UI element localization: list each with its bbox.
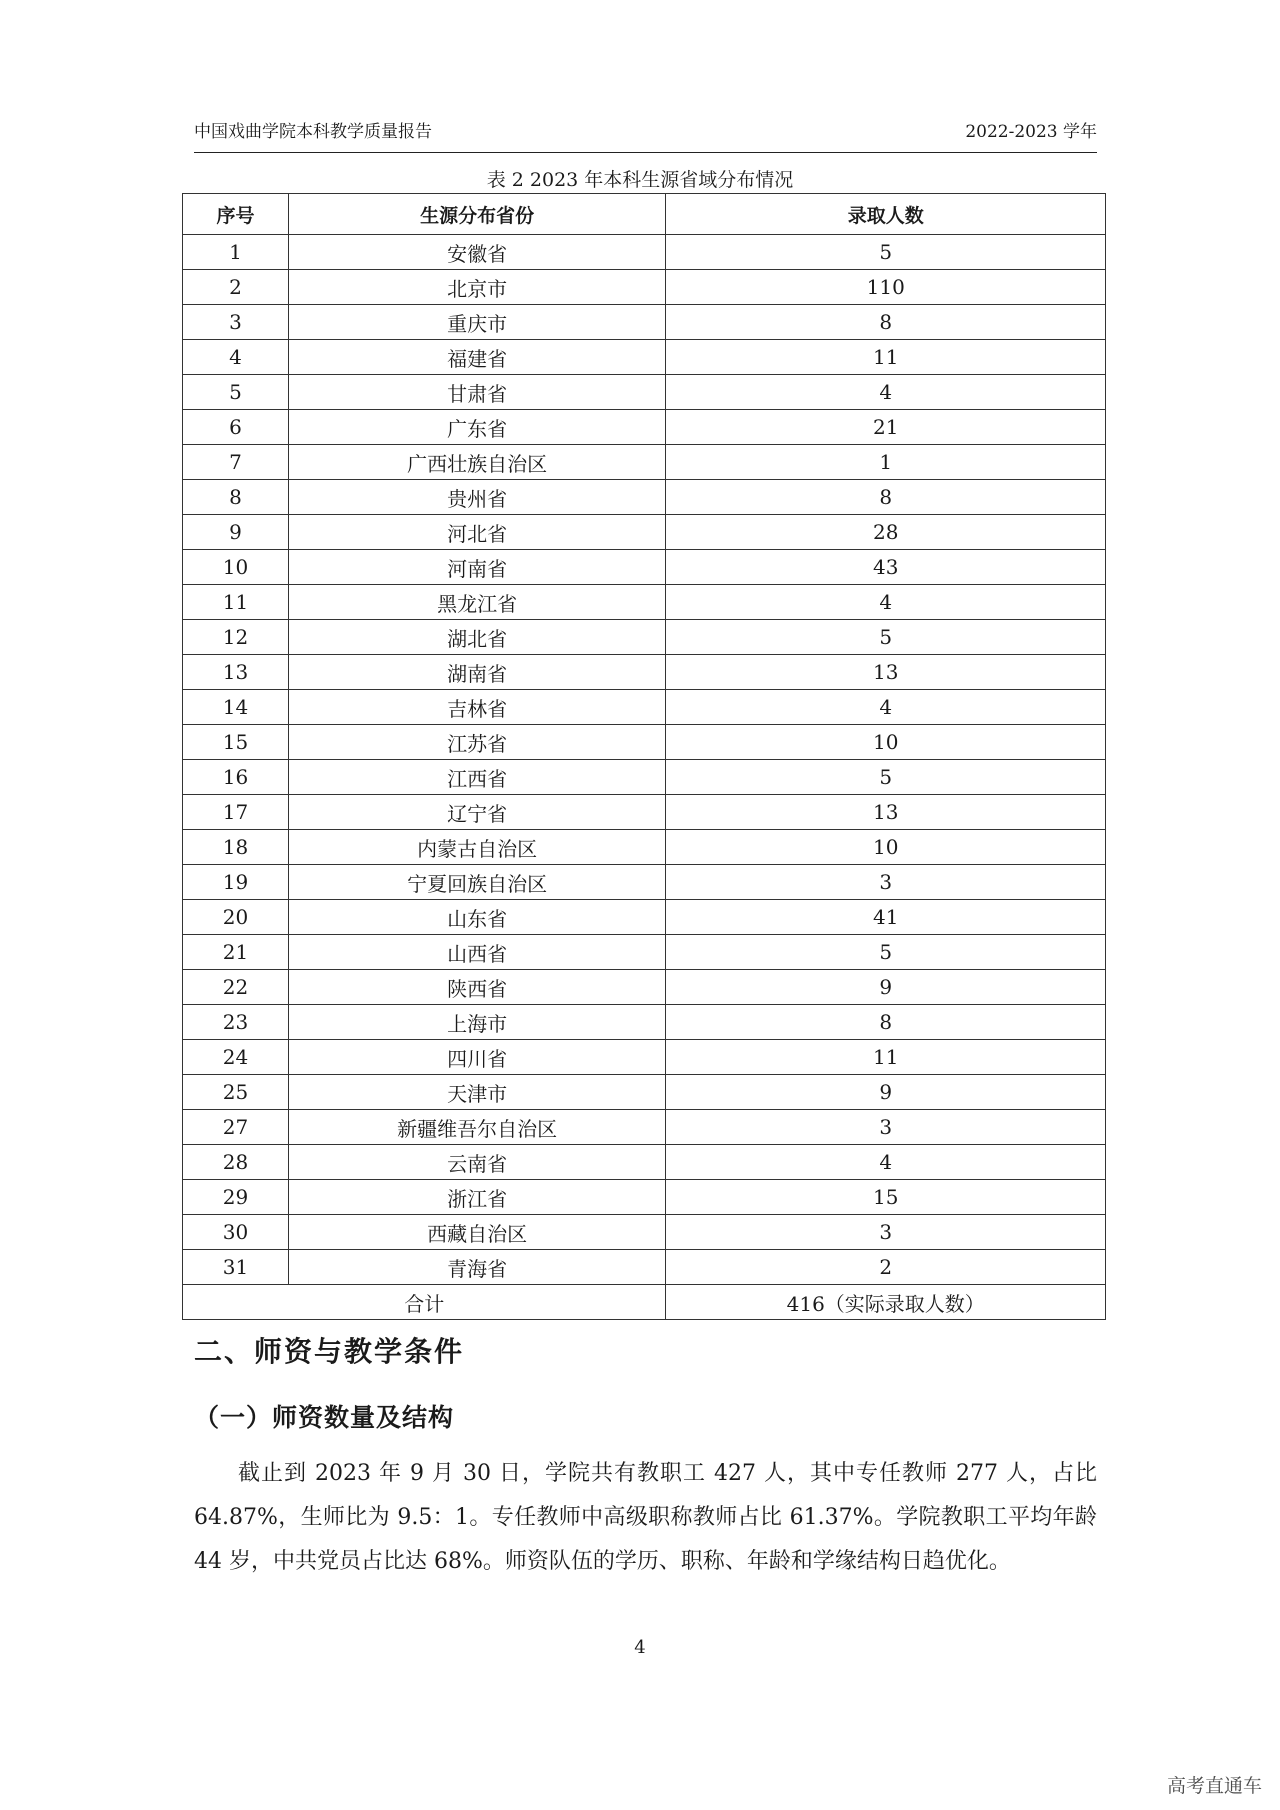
cell-index: 31 [183, 1250, 289, 1285]
table-row [183, 1110, 1106, 1145]
cell-index: 7 [183, 445, 289, 480]
cell-province: 福建省 [288, 340, 666, 375]
cell-index: 16 [183, 760, 289, 795]
cell-province: 天津市 [288, 1075, 666, 1110]
table-caption: 表 2 2023 年本科生源省域分布情况 [486, 169, 794, 191]
table-row [183, 795, 1106, 830]
page-header [194, 120, 1097, 153]
table-row [183, 830, 1106, 865]
cell-province: 江苏省 [288, 725, 666, 760]
cell-index: 2 [183, 270, 289, 305]
cell-index: 8 [183, 480, 289, 515]
cell-index: 3 [183, 305, 289, 340]
cell-admitted: 4 [666, 690, 1106, 725]
cell-index: 20 [183, 900, 289, 935]
cell-index: 21 [183, 935, 289, 970]
cell-index: 12 [183, 620, 289, 655]
header-academic-year: 2022-2023 学年 [965, 122, 1097, 142]
cell-index: 15 [183, 725, 289, 760]
cell-admitted: 13 [666, 655, 1106, 690]
cell-province: 浙江省 [288, 1180, 666, 1215]
cell-province: 甘肃省 [288, 375, 666, 410]
total-label: 合计 [183, 1285, 666, 1320]
cell-admitted: 41 [666, 900, 1106, 935]
cell-index: 10 [183, 550, 289, 585]
cell-admitted: 13 [666, 795, 1106, 830]
cell-admitted: 3 [666, 1110, 1106, 1145]
cell-index: 19 [183, 865, 289, 900]
cell-index: 11 [183, 585, 289, 620]
cell-admitted: 10 [666, 725, 1106, 760]
cell-province: 黑龙江省 [288, 585, 666, 620]
table-row [183, 1215, 1106, 1250]
table-row [183, 375, 1106, 410]
cell-province: 新疆维吾尔自治区 [288, 1110, 666, 1145]
province-admission-table [182, 193, 1106, 1320]
watermark-text: 高考直通车 [1166, 1775, 1262, 1797]
cell-index: 18 [183, 830, 289, 865]
table-header-row [183, 194, 1106, 235]
table-body [183, 235, 1106, 1285]
table-row [183, 585, 1106, 620]
cell-admitted: 1 [666, 445, 1106, 480]
table-row [183, 1040, 1106, 1075]
table-row [183, 760, 1106, 795]
cell-admitted: 5 [666, 620, 1106, 655]
cell-province: 湖北省 [288, 620, 666, 655]
cell-province: 陕西省 [288, 970, 666, 1005]
cell-province: 北京市 [288, 270, 666, 305]
cell-admitted: 8 [666, 1005, 1106, 1040]
cell-province: 云南省 [288, 1145, 666, 1180]
cell-admitted: 21 [666, 410, 1106, 445]
cell-admitted: 4 [666, 585, 1106, 620]
cell-admitted: 8 [666, 480, 1106, 515]
page-number: 4 [634, 1637, 646, 1658]
cell-province: 湖南省 [288, 655, 666, 690]
cell-index: 9 [183, 515, 289, 550]
body-paragraph: 截止到 2023 年 9 月 30 日，学院共有教职工 427 人，其中专任教师 277 人，占比 64.87%，生师比为 9.5：1。专任教师中高级职称教师占比 61.37%。学院教职工平均年龄 44 岁，中共党员占比达 68%。师资队伍的学历、职称、年龄和学缘结构日趋优化。 [194, 1461, 1097, 1574]
cell-province: 青海省 [288, 1250, 666, 1285]
table-row [183, 1145, 1106, 1180]
column-header-province: 生源分布省份 [288, 194, 666, 235]
header-report-title: 中国戏曲学院本科教学质量报告 [194, 122, 432, 142]
table-row [183, 270, 1106, 305]
column-header-index: 序号 [183, 194, 289, 235]
table-row [183, 515, 1106, 550]
table-row [183, 970, 1106, 1005]
cell-index: 23 [183, 1005, 289, 1040]
cell-admitted: 11 [666, 1040, 1106, 1075]
cell-index: 14 [183, 690, 289, 725]
cell-province: 安徽省 [288, 235, 666, 270]
cell-province: 宁夏回族自治区 [288, 865, 666, 900]
table-row [183, 340, 1106, 375]
cell-admitted: 15 [666, 1180, 1106, 1215]
cell-province: 广东省 [288, 410, 666, 445]
cell-index: 5 [183, 375, 289, 410]
total-value: 416（实际录取人数） [666, 1285, 1106, 1320]
cell-index: 28 [183, 1145, 289, 1180]
cell-index: 13 [183, 655, 289, 690]
cell-admitted: 8 [666, 305, 1106, 340]
table-row [183, 725, 1106, 760]
table-row [183, 1005, 1106, 1040]
cell-province: 广西壮族自治区 [288, 445, 666, 480]
cell-index: 6 [183, 410, 289, 445]
cell-index: 4 [183, 340, 289, 375]
cell-province: 上海市 [288, 1005, 666, 1040]
table-row [183, 1180, 1106, 1215]
table-row [183, 865, 1106, 900]
cell-admitted: 5 [666, 935, 1106, 970]
cell-admitted: 110 [666, 270, 1106, 305]
cell-index: 27 [183, 1110, 289, 1145]
cell-index: 25 [183, 1075, 289, 1110]
column-header-admitted: 录取人数 [666, 194, 1106, 235]
table-row [183, 1250, 1106, 1285]
cell-admitted: 43 [666, 550, 1106, 585]
table-row [183, 900, 1106, 935]
cell-index: 30 [183, 1215, 289, 1250]
cell-province: 吉林省 [288, 690, 666, 725]
cell-index: 24 [183, 1040, 289, 1075]
cell-admitted: 10 [666, 830, 1106, 865]
cell-province: 西藏自治区 [288, 1215, 666, 1250]
cell-index: 17 [183, 795, 289, 830]
cell-admitted: 5 [666, 760, 1106, 795]
table-row [183, 655, 1106, 690]
table-row [183, 235, 1106, 270]
cell-province: 内蒙古自治区 [288, 830, 666, 865]
table-row [183, 620, 1106, 655]
cell-province: 贵州省 [288, 480, 666, 515]
cell-province: 河北省 [288, 515, 666, 550]
cell-province: 辽宁省 [288, 795, 666, 830]
subsection-heading: （一）师资数量及结构 [194, 1403, 455, 1432]
cell-admitted: 3 [666, 1215, 1106, 1250]
table-row [183, 690, 1106, 725]
cell-admitted: 9 [666, 970, 1106, 1005]
cell-admitted: 2 [666, 1250, 1106, 1285]
cell-index: 22 [183, 970, 289, 1005]
table-row [183, 480, 1106, 515]
section-heading: 二、师资与教学条件 [194, 1335, 465, 1368]
cell-province: 江西省 [288, 760, 666, 795]
cell-province: 山东省 [288, 900, 666, 935]
cell-index: 1 [183, 235, 289, 270]
table-row [183, 305, 1106, 340]
cell-province: 河南省 [288, 550, 666, 585]
cell-province: 重庆市 [288, 305, 666, 340]
cell-admitted: 4 [666, 375, 1106, 410]
cell-admitted: 3 [666, 865, 1106, 900]
table-total-row [183, 1285, 1106, 1320]
cell-admitted: 4 [666, 1145, 1106, 1180]
cell-admitted: 28 [666, 515, 1106, 550]
table-row [183, 410, 1106, 445]
table-row [183, 1075, 1106, 1110]
cell-province: 四川省 [288, 1040, 666, 1075]
table-row [183, 445, 1106, 480]
table-row [183, 550, 1106, 585]
cell-admitted: 9 [666, 1075, 1106, 1110]
cell-province: 山西省 [288, 935, 666, 970]
cell-admitted: 11 [666, 340, 1106, 375]
table-row [183, 935, 1106, 970]
cell-index: 29 [183, 1180, 289, 1215]
cell-admitted: 5 [666, 235, 1106, 270]
